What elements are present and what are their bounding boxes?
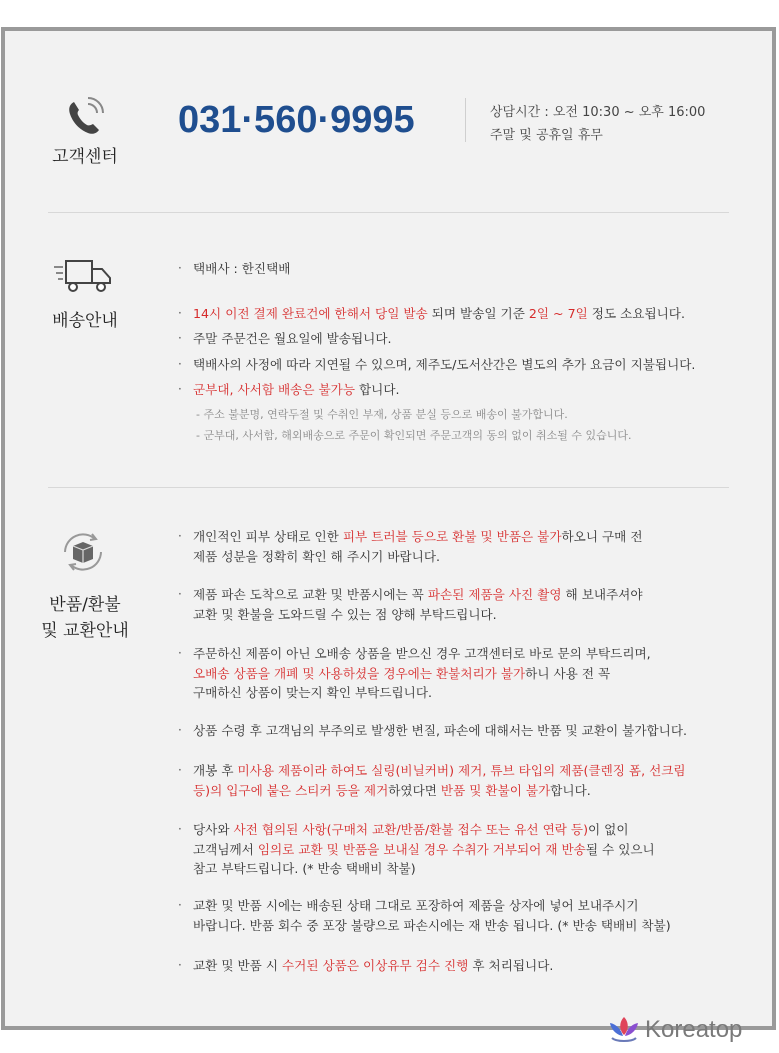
plain-text: 후 처리됩니다. [468,958,554,973]
plain-text: 구매하신 상품이 맞는지 확인 부탁드립니다. [193,685,432,700]
customer-center-label: 고객센터 [52,147,118,167]
plain-text: 주말 주문건은 월요일에 발송됩니다. [193,331,392,346]
list-item-text [193,685,432,701]
plain-text: 주문하신 제품이 아닌 오배송 상품을 받으신 경우 고객센터로 바로 문의 부탁드리며, [193,646,651,661]
bullet-dot: · [178,331,182,345]
list-item-text [193,587,643,603]
bullet-dot: · [178,723,182,737]
bullet-dot: · [178,763,182,777]
plain-text: 합니다. [355,382,400,397]
plain-text: 참고 부탁드립니다. (* 반송 택배비 착불) [193,861,416,876]
hours-text: 상담시간 : 오전 10:30 ~ 오후 16:00 [490,105,706,120]
lotus-logo-icon [606,1015,642,1045]
bullet-dot: · [178,357,182,371]
list-item-text [193,607,497,623]
plain-text: 정도 소요됩니다. [587,306,685,321]
highlight-text: 반품 및 환불이 불가 [440,782,551,798]
plain-text: 고객님께서 [193,841,258,857]
highlight-text: 등)의 입구에 붙은 스티커 등을 제거 [193,782,389,798]
watermark-text: Koreatop [645,1016,743,1043]
highlight-text: 피부 트러블 등으로 환불 및 반품은 불가 [342,529,562,544]
bullet-dot: · [178,261,182,275]
list-item-text [193,861,416,877]
truck-icon [52,257,114,297]
section-divider [48,212,729,213]
bullet-dot: · [178,898,182,912]
list-item-text [193,723,687,739]
plain-text: 제품 성분을 정확히 확인 해 주시기 바랍니다. [193,548,441,564]
highlight-text: 2일 ~ 7일 [528,306,588,321]
plain-text: 교환 및 반품 시에는 배송된 상태 그대로 포장하여 제품을 상자에 넣어 보내주시기 [193,898,639,913]
shipping-label: 배송안내 [52,311,118,331]
plain-text: 개인적인 피부 상태로 인한 [193,529,343,544]
bullet-dot: · [178,529,182,543]
bullet-dot: · [178,587,182,601]
plain-text: 되며 발송일 기준 [427,306,529,321]
divider-vertical [465,98,466,142]
plain-text: 당사와 [193,822,234,837]
plain-text: 하오니 구매 전 [561,529,643,544]
plain-text: 택배사의 사정에 따라 지연될 수 있으며, 제주도/도서산간은 별도의 추가 요금이 지불됩니다. [193,357,696,372]
list-item-text [193,842,655,858]
plain-text: 교환 및 반품 시 [193,958,283,973]
list-item-text [193,549,440,565]
plain-text: 이 없이 [587,822,629,837]
highlight-text: 미사용 제품이라 하여도 실링(비닐커버) 제거, 튜브 타입의 제품(클렌징 폼, 선크림 [237,763,686,778]
plain-text: 교환 및 환불을 도와드릴 수 있는 점 양해 부탁드립니다. [193,606,497,622]
list-item-text [193,306,685,322]
list-item-text [193,918,671,934]
returns-label [30,592,140,644]
list-item-text [193,822,628,838]
shipping-note: - 군부대, 사서함, 해외배송으로 주문이 확인되면 주문고객의 동의 없이 취소될 수 있습니다. [196,429,632,442]
highlight-text: 사전 협의된 사항(구매처 교환/반품/환불 접수 또는 유선 연락 등) [233,822,588,837]
list-item-text [193,331,392,347]
list-item-text [193,382,400,398]
plain-text: 하니 사용 전 꼭 [525,665,611,681]
phone-icon [60,92,108,140]
bullet-dot: · [178,958,182,972]
plain-text: 될 수 있으니 [585,841,655,857]
plain-text: 하였다면 [388,782,441,798]
holiday-text: 주말 및 공휴일 휴무 [490,128,603,143]
list-item-text [193,783,591,799]
plain-text: 바랍니다. 반품 회수 중 포장 불량으로 파손시에는 재 반송 됩니다. (* 반송 택배비 착불) [193,917,671,933]
list-item-text [193,357,695,373]
return-box-icon [56,525,110,579]
bullet-dot: · [178,382,182,396]
returns-label-line2: 및 교환안내 [41,621,129,641]
list-item-text [193,666,610,682]
bullet-dot: · [178,306,182,320]
section-divider [48,487,729,488]
plain-text: 제품 파손 도착으로 교환 및 반품시에는 꼭 [193,587,428,602]
highlight-text: 임의로 교환 및 반품을 보내실 경우 수취가 거부되어 재 반송 [257,841,586,857]
bullet-dot: · [178,646,182,660]
plain-text: 합니다. [550,782,591,798]
highlight-text: 오배송 상품을 개폐 및 사용하셨을 경우에는 환불처리가 불가 [193,665,526,681]
list-item-text [193,898,639,914]
returns-label-line1: 반품/환불 [49,595,121,615]
shipping-note: - 주소 불분명, 연락두절 및 수취인 부재, 상품 분실 등으로 배송이 불가합니다. [196,408,568,421]
plain-text: 개봉 후 [193,763,238,778]
plain-text: 상품 수령 후 고객님의 부주의로 발생한 변질, 파손에 대해서는 반품 및 교환이 불가합니다. [193,723,688,738]
phone-number[interactable]: 031·560·9995 [178,99,415,141]
bullet-dot: · [178,822,182,836]
highlight-text: 14시 이전 결제 완료건에 한해서 당일 발송 [193,306,428,321]
highlight-text: 파손된 제품을 사진 촬영 [427,587,562,602]
list-item-text [193,261,290,277]
highlight-text: 수거된 상품은 이상유무 검수 진행 [282,958,469,973]
list-item-text [193,763,686,779]
list-item-text [193,529,643,545]
list-item-text [193,646,651,662]
plain-text: 해 보내주셔야 [561,587,643,602]
highlight-text: 군부대, 사서함 배송은 불가능 [193,382,355,397]
plain-text: 택배사 : 한진택배 [193,261,291,276]
list-item-text [193,958,553,974]
